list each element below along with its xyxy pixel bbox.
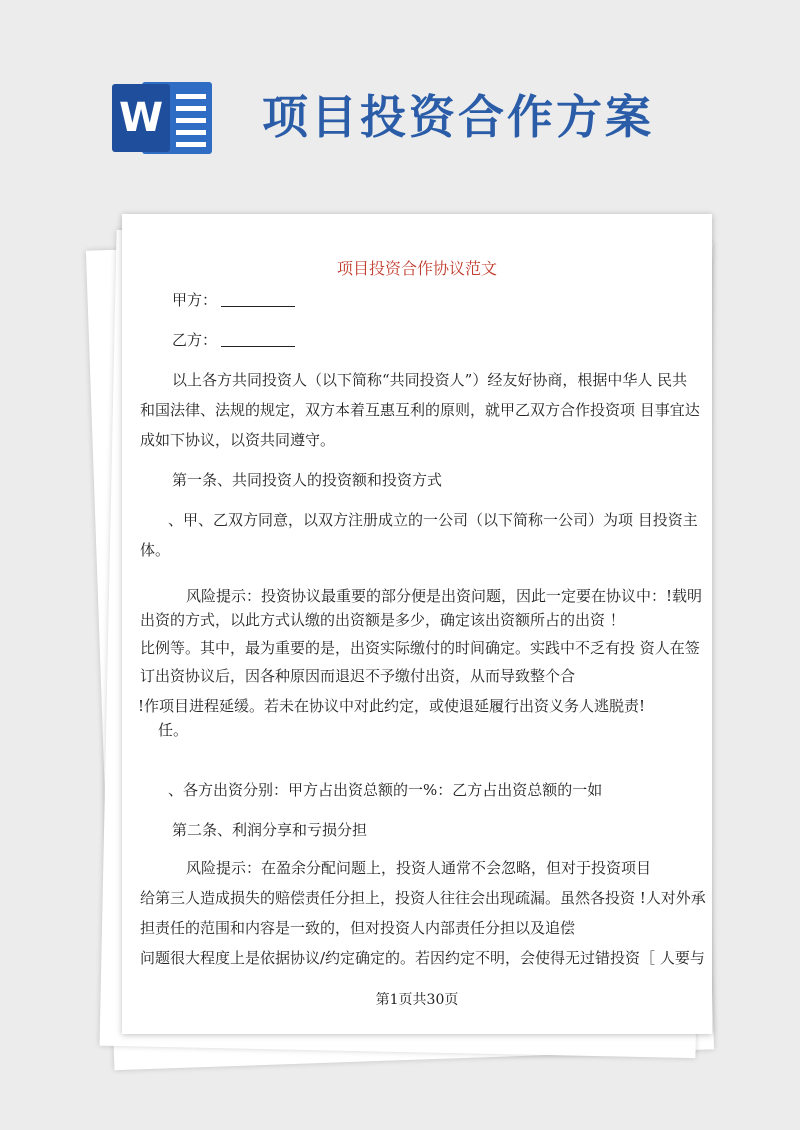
party-b-label: 乙方： (172, 331, 218, 349)
paragraph-line: 任。 (158, 721, 189, 739)
document-title: 项目投资合作协议范文 (336, 259, 497, 278)
section-heading: 第二条、利润分享和亏损分担 (172, 821, 368, 839)
page-number: 第1页共30页 (375, 992, 459, 1008)
paragraph-line: 订出资协议后，因各种原因而退迟不予缴付出资，从而导致整个合 (140, 667, 576, 685)
paragraph-line: !作项目进程延缓。若未在协议中对此约定，或使退延履行出资义务人逃脱责! (138, 697, 646, 715)
word-document-icon (112, 82, 212, 154)
paragraph-line: 问题很大程度上是依据协议/约定确定的。若因约定不明，会使得无过错投资［ 人要与 (140, 949, 705, 967)
paragraph-line: 以上各方共同投资人（以下简称“共同投资人”）经友好协商，根据中华人 民共 (172, 371, 688, 389)
paragraph-line: 比例等。其中，最为重要的是，出资实际缴付的时间确定。实践中不乏有投 资人在签 (140, 639, 700, 657)
paragraph-line: 成如下协议，以资共同遵守。 (140, 431, 336, 449)
header (0, 0, 800, 200)
word-badge: W (112, 84, 170, 152)
section-heading: 第一条、共同投资人的投资额和投资方式 (172, 471, 443, 489)
paragraph-line: 体。 (140, 541, 171, 559)
party-a-line (172, 286, 732, 314)
paragraph-line: 出资的方式，以此方式认缴的出资额是多少，确定该出资额所占的出资 ！ (140, 611, 625, 629)
party-b-line (172, 326, 732, 354)
document-page (122, 214, 712, 1034)
party-a-label: 甲方： (172, 291, 218, 309)
paragraph-line: 担责任的范围和内容是一致的，但对投资人内部责任分担以及追偿 (140, 919, 576, 937)
page-title: 项目投资合作方案 (262, 90, 654, 144)
party-a-blank (221, 290, 295, 307)
paragraph-line: 、各方出资分别：甲方占出资总额的一%：乙方占出资总额的一如 (168, 781, 603, 799)
paragraph-line: 、甲、乙双方同意，以双方注册成立的一公司（以下简称一公司）为项 目投资主 (168, 511, 698, 529)
paragraph-line: 风险提示：投资协议最重要的部分便是出资问题，因此一定要在协议中：!载明 (186, 587, 703, 605)
paragraph-line: 和国法律、法规的规定，双方本着互惠互利的原则，就甲乙双方合作投资项 目事宜达 (140, 401, 700, 419)
paragraph-line: 给第三人造成损失的赔偿责任分担上，投资人往往会出现疏漏。虽然各投资 !人对外承 (140, 889, 706, 907)
party-b-blank (221, 330, 295, 347)
paragraph-line: 风险提示：在盈余分配问题上，投资人通常不会忽略，但对于投资项目 (186, 859, 652, 877)
